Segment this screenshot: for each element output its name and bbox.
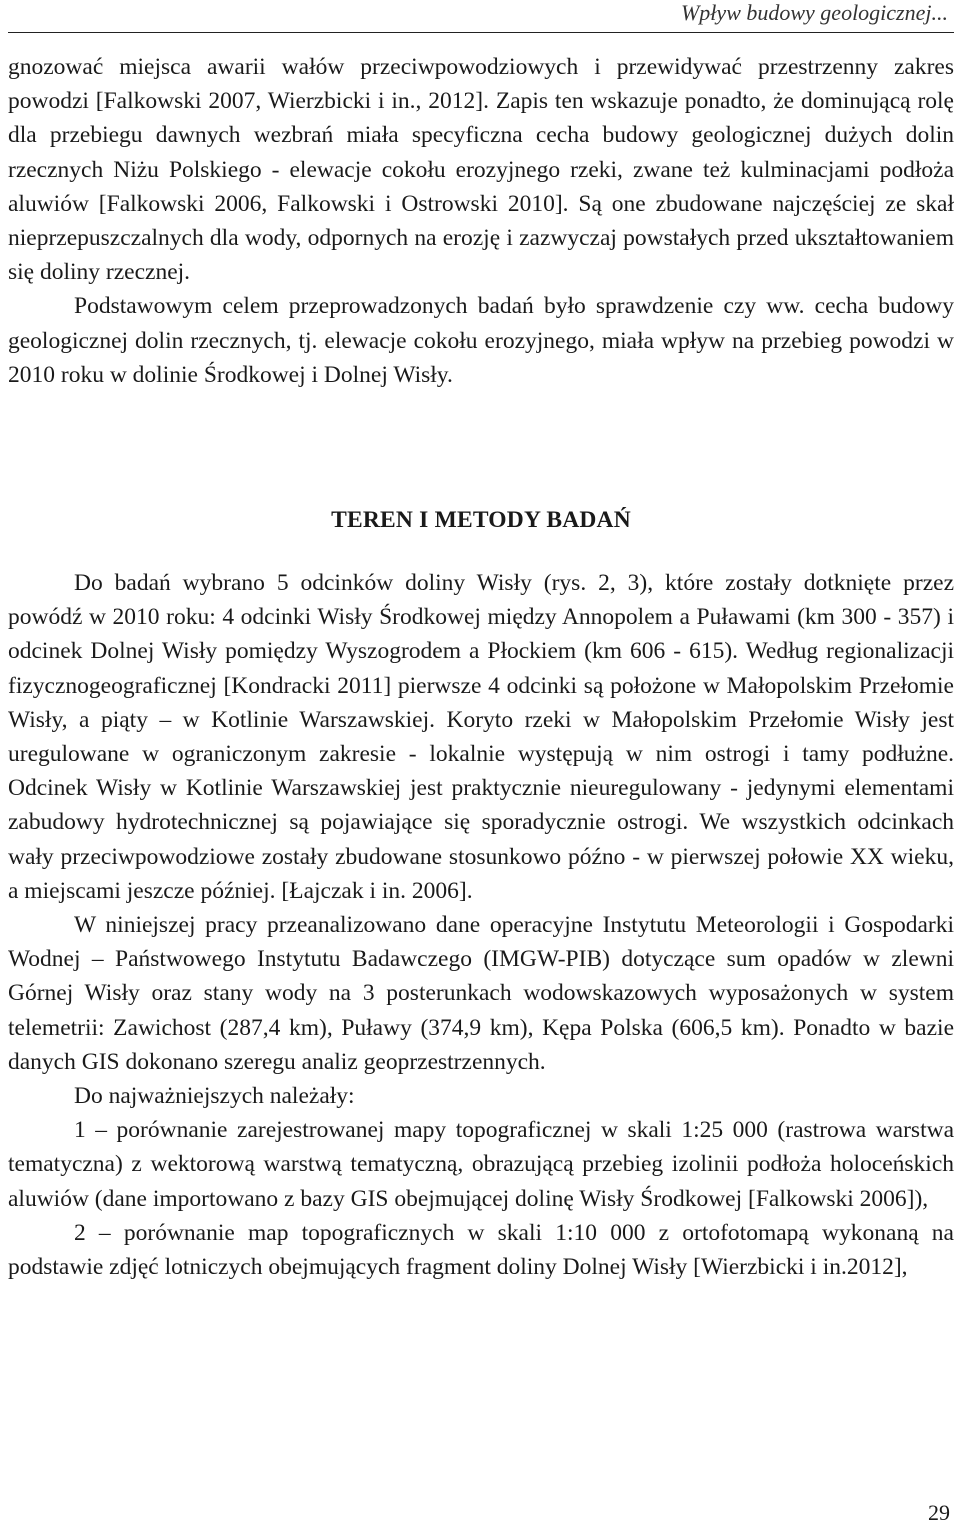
document-page	[8, 0, 954, 1527]
intro-text	[8, 50, 954, 392]
paragraph: Podstawowym celem przeprowadzonych badań było sprawdzenie czy ww. cecha budowy geologicznej dolin rzecznych, tj. elewacje cokołu erozyjnego, miała wpływ na przebieg powodzi w 2010 roku w dolinie Środkowej i Dolnej Wisły.	[8, 293, 954, 388]
running-title: Wpływ budowy geologicznej...	[680, 0, 948, 25]
header-rule	[8, 32, 954, 33]
section-text	[8, 566, 954, 1284]
paragraph: gnozować miejsca awarii wałów przeciwpowodziowych i przewidywać przestrzenny zakres powodzi [Falkowski 2007, Wierzbicki i in., 2012]. Zapis ten wskazuje ponadto, że dominującą rolę dla przebiegu dawnych wezbrań miała specyficzna cecha budowy geologicznej dużych dolin rzecznych Niżu Polskiego - elewacje cokołu erozyjnego rzeki, zwane też kulminacjami podłoża aluwiów [Falkowski 2006, Falkowski i Ostrowski 2010]. Są one zbudowane najczęściej ze skał nieprzepuszczalnych dla wody, odpornych na erozję i zazwyczaj powstałych przed ukształtowaniem się doliny rzecznej.	[8, 54, 954, 286]
paragraph: Do najważniejszych należały:	[74, 1083, 355, 1110]
paragraph: Do badań wybrano 5 odcinków doliny Wisły (rys. 2, 3), które zostały dotknięte przez powódź w 2010 roku: 4 odcinki Wisły Środkowej między Annopolem a Puławami (km 300 - 357) i odcinek Dolnej Wisły pomiędzy Wyszogrodem a Płockiem (km 606 - 615). Według regionalizacji fizycznogeograficznej [Kondracki 2011] pierwsze 4 odcinki są położone w Małopolskim Przełomie Wisły, a piąty – w Kotlinie Warszawskiej. Koryto rzeki w Małopolskim Przełomie Wisły jest uregulowane w ograniczonym zakresie - lokalnie występują w nim ostrogi i tamy podłużne. Odcinek Wisły w Kotlinie Warszawskiej jest praktycznie nieuregulowany - jedynymi elementami zabudowy hydrotechnicznej są pojawiające się sporadycznie ostrogi. We wszystkich odcinkach wały przeciwpowodziowe zostały zbudowane stosunkowo późno - w pierwszej połowie XX wieku, a miejscami jeszcze później. [Łajczak i in. 2006].	[8, 570, 954, 904]
paragraph: W niniejszej pracy przeanalizowano dane operacyjne Instytutu Meteorologii i Gospodarki Wodnej – Państwowego Instytutu Badawczego (IMGW-PIB) dotyczące sum opadów w zlewni Górnej Wisły oraz stany wody na 3 posterunkach wodowskazowych wyposażonych w system telemetrii: Zawichost (287,4 km), Puławy (374,9 km), Kępa Polska (606,5 km). Ponadto w bazie danych GIS dokonano szeregu analiz geoprzestrzennych.	[8, 912, 954, 1075]
page-number: 29	[928, 1500, 950, 1525]
section-heading: TEREN I METODY BADAŃ	[331, 507, 631, 533]
list-item: 2 – porównanie map topograficznych w skali 1:10 000 z ortofotomapą wykonaną na podstawie zdjęć lotniczych obejmujących fragment doliny Dolnej Wisły [Wierzbicki i in.2012],	[8, 1219, 954, 1281]
list-item: 1 – porównanie zarejestrowanej mapy topograficznej w skali 1:25 000 (rastrowa warstwa tematyczna) z wektorową warstwą tematyczną, obrazującą przebieg izolinii podłoża holoceńskich aluwiów (dane importowano z bazy GIS obejmującej dolinę Wisły Środkowej [Falkowski 2006]),	[8, 1117, 954, 1212]
